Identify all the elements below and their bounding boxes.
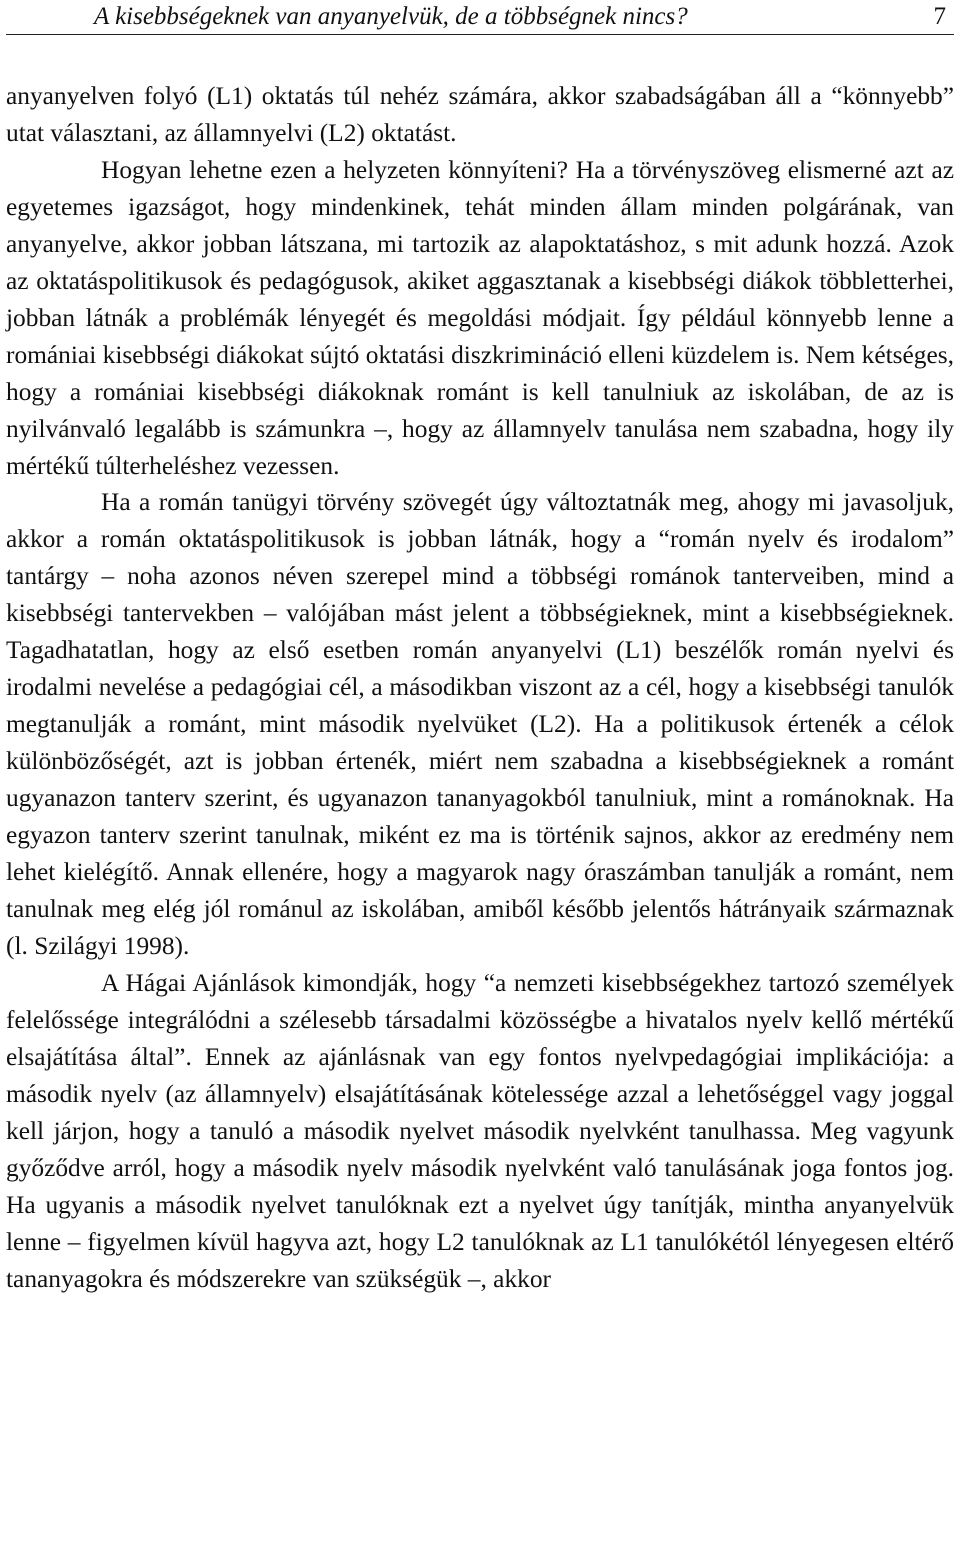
page-number: 7 xyxy=(933,3,946,30)
paragraph: A Hágai Ajánlások kimondják, hogy “a nemzeti kisebbségekhez tartozó személyek felelőssége integrálódni a szélesebb társadalmi közösségbe a hivatalos nyelv kellő mértékű elsajátítása által”. Ennek az ajánlásnak van egy fontos nyelvpedagógiai implikációja: a második nyelv (az államnyelv) elsajátításának kötelessége azzal a lehetőséggel vagy joggal kell járjon, hogy a tanuló a második nyelvet második nyelvként tanulhassa. Meg vagyunk győződve arról, hogy a második nyelv második nyelvként való tanulásának joga fontos jog. Ha ugyanis a második nyelvet tanulóknak ezt a nyelvet úgy tanítják, mintha anyanyelvük lenne – figyelmen kívül hagyva azt, hogy L2 tanulóknak az L1 tanulókétól lényegesen eltérő tananyagokra és módszerekre van szükségük –, akkor xyxy=(6,968,954,1293)
body-text xyxy=(6,78,954,1297)
running-header xyxy=(6,0,954,35)
paragraph: Ha a román tanügyi törvény szövegét úgy változtatnák meg, ahogy mi javasoljuk, akkor a román oktatáspolitikusok is jobban látnák, hogy a “román nyelv és irodalom” tantárgy – noha azonos néven szerepel mind a többségi románok tanterveiben, mind a kisebbségi tantervekben – valójában mást jelent a többségieknek, mint a kisebbségieknek. Tagadhatatlan, hogy az első esetben román anyanyelvi (L1) beszélők román nyelvi és irodalmi nevelése a pedagógiai cél, a másodikban viszont az a cél, hogy a kisebbségi tanulók megtanulják a románt, mint második nyelvüket (L2). Ha a politikusok értenék a célok különbözőségét, azt is jobban értenék, miért nem szabadna a kisebbségieknek a románt ugyanazon tanterv szerint, és ugyanazon tananyagokból tanulniuk, mint a románoknak. Ha egyazon tanterv szerint tanulnak, miként ez ma is történik sajnos, akkor az eredmény nem lehet kielégítő. Annak ellenére, hogy a magyarok nagy óraszámban tanulják a románt, nem tanulnak meg elég jól románul az iskolában, amiből később jelentős hátrányaik származnak (l. Szilágyi 1998). xyxy=(6,488,954,960)
paragraph: Hogyan lehetne ezen a helyzeten könnyíteni? Ha a törvényszöveg elismerné azt az egyetemes igazságot, hogy mindenkinek, tehát minden állam minden polgárának, van anyanyelve, akkor jobban látszana, mi tartozik az alapoktatáshoz, s mit adunk hozzá. Azok az oktatáspolitikusok és pedagógusok, akiket aggasztanak a kisebbségi diákok többletterhei, jobban látnák a problémák lényegét és megoldási módjait. Így például könnyebb lenne a romániai kisebbségi diákokat sújtó oktatási diszkrimináció elleni küzdelem is. Nem kétséges, hogy a romániai kisebbségi diákoknak románt is kell tanulniuk az iskolában, de az is nyilvánvaló legalább is számunkra –, hogy az államnyelv tanulása nem szabadna, hogy ily mértékű túlterheléshez vezessen. xyxy=(6,155,954,480)
running-title: A kisebbségeknek van anyanyelvük, de a többségnek nincs? xyxy=(94,3,688,30)
paragraph-continuation: anyanyelven folyó (L1) oktatás túl nehéz számára, akkor szabadságában áll a “könnyebb” utat választani, az államnyelvi (L2) oktatást. xyxy=(6,82,954,147)
